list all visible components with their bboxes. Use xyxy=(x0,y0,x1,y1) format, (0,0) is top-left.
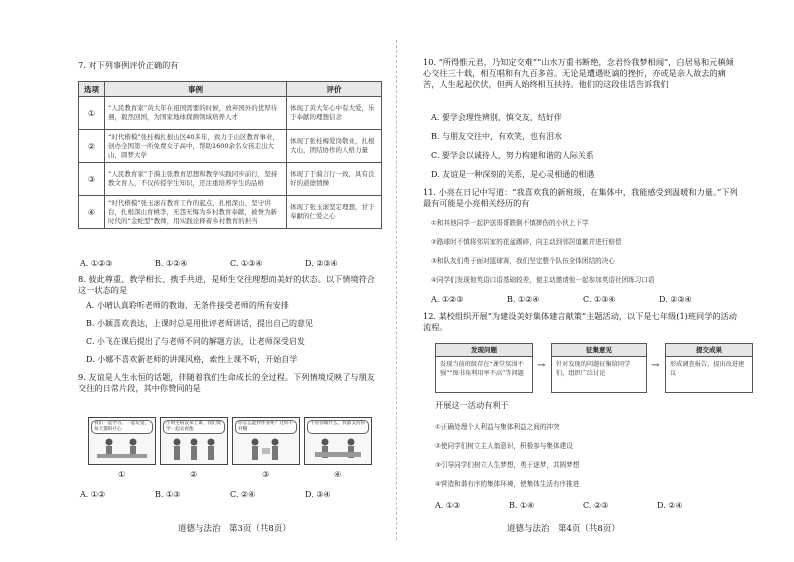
comic-bubble: 小明生病没来上课，我们放学一起去看他 xyxy=(163,420,225,434)
q12-item-2: ②使同学们树立主人翁意识，积极参与集体建设 xyxy=(435,442,573,450)
q9-option-d: D. ③④ xyxy=(305,490,331,499)
flow-step-body: 发现当前班级存在“课堂氛围不强”“图书角利用率不高”等问题 xyxy=(440,361,524,377)
figures-illustration xyxy=(305,418,371,464)
q11-stem: 11. 小亮在日记中写道：“我喜欢我的新班级，在集体中，我能感受到温暖和力量。”下列最有可能是小亮相关经历的有 xyxy=(423,187,738,208)
q8-option-b: B. 小颖喜欢表达，上课时总是用批评老师讲话，提出自己的意见 xyxy=(86,319,313,328)
flow-step-title: 发现问题 xyxy=(436,344,532,357)
q9-stem: 9. 友谊是人生永恒的话题，伴随着我们生命成长的全过程。下列情境反映了与朋友交往的日常片段，其中你赞同的是 xyxy=(78,372,375,393)
flow-step-2 xyxy=(551,343,647,393)
comic-panel-1 xyxy=(88,417,156,465)
q11-item-4: ④同学们发现他英语口语基础较差，便主动邀请他一起参加英语社团练习口语 xyxy=(431,276,655,284)
q7-option-d: D. ②③④ xyxy=(305,259,338,268)
flow-step-3 xyxy=(665,343,753,393)
comic-bubble: 我们一起学习、一起玩耍，每天都很开心 xyxy=(91,420,153,434)
q7-option-c: C. ①③④ xyxy=(230,259,263,268)
header-eval: 评价 xyxy=(287,82,382,97)
q11-option-b: B. ①②④ xyxy=(507,295,540,304)
row-case: “人民教育家”黄大年在祖国需要的时候，放弃国外的优厚待遇，毅然回国，为国家地球探测领域培养人才 xyxy=(105,97,287,130)
arrow-right-icon: → xyxy=(651,360,660,371)
flow-step-body: 针对发现的问题征集给同学们，组织广泛讨论 xyxy=(556,361,631,377)
q12-item-3: ③引导同学们树立人生梦想，勇于逐梦，共圆梦想 xyxy=(435,461,580,469)
q10-option-d: D. 友谊是一种深刻的关系，是心灵相通的相遇 xyxy=(431,170,595,179)
comic-num-1: ① xyxy=(118,470,126,479)
q7-option-b: B. ①②④ xyxy=(155,259,188,268)
header-case: 事例 xyxy=(105,82,287,97)
flow-step-title: 提交成果 xyxy=(666,344,752,357)
row-eval: 体现了张桂梅爱岗敬业，扎根大山，团结协作的人格力量 xyxy=(287,130,382,163)
row-eval: 体现了黄大年心中有大爱，乐于奉献的理想信念 xyxy=(287,97,382,130)
flow-step-title: 征集意见 xyxy=(552,344,646,357)
row-num: ④ xyxy=(79,196,105,229)
page-footer: 道德与法治 第4页（共8页） xyxy=(507,524,620,534)
q10-option-c: C. 要学会以诚待人，努力构建和谐的人际关系 xyxy=(431,151,594,160)
comic-num-4: ④ xyxy=(334,470,342,479)
q11-item-2: ②路球时不慎将邻居家的花盆踢碎，向主动到邻居道歉并进行赔偿 xyxy=(431,238,622,246)
q12-option-b: B. ①④ xyxy=(509,501,535,510)
page-footer: 道德与法治 第3页（共8页） xyxy=(178,524,291,534)
q10-option-a: A. 要学会理性辨别，慎交友，结好伴 xyxy=(431,113,562,122)
q7-stem: 7. 对下列事例评价正确的有 xyxy=(78,60,179,70)
q12-item-4: ④营造和谐有序的集体环境，使集体生活有序推进 xyxy=(435,480,580,488)
q11-item-1: ①和其他同学一起护送哥哥跌倒不慎摔伤的小伙上下学 xyxy=(431,219,589,227)
q8-option-c: C. 小飞在课后提出了与老师不同的解题方法，让老师深受启发 xyxy=(86,337,305,346)
row-case: “人民教育家”于漪主张教育思想和教学实践同步前行，坚持教文育人，不仅传授学生知识，还注重培养学生的品格 xyxy=(105,163,287,196)
q10-stem: 10. “所得惟元君，乃知定交难”“山水万重书断绝，念君怜我梦相闻”，白居易和元稹倾心交往三十载，相互唱和有九百多首。无论是遭遇贬谪的挫折，亦或是亲人故去的痛苦，人生起起伏伏，但两人始终相互扶持。他们的这段佳话告诉我们 xyxy=(423,57,734,89)
q12-lead: 开展这一活动有利于 xyxy=(435,400,509,410)
q7-option-a: A. ①②③ xyxy=(80,259,113,268)
comic-num-3: ③ xyxy=(262,470,270,479)
row-num: ② xyxy=(79,130,105,163)
row-case: “时代楷模”张玉滚在教育工作的起点，扎根深山，坚守讲台，扎根深山育桃李，无怨无悔为乡村教育奉献，被誉为新时代的“金蛇型”教师，用实践诠释着乡村教育的担当 xyxy=(105,196,287,229)
figures-illustration xyxy=(161,418,227,464)
page-4 xyxy=(397,0,794,562)
row-eval: 体现了张玉滚坚定理想，甘于奉献的仁爱之心 xyxy=(287,196,382,229)
figures-illustration xyxy=(89,418,155,464)
q12-option-c: C. ②③ xyxy=(583,501,609,510)
comic-panel-4 xyxy=(304,417,372,465)
flow-step-body: 形成调查报告，提出改进建议 xyxy=(670,361,745,377)
flow-step-1 xyxy=(435,343,533,393)
row-eval: 体现了于漪言行一致，具有良好的道德情操 xyxy=(287,163,382,196)
q9-option-c: C. ②④ xyxy=(230,490,256,499)
q8-stem: 8. 彼此尊重、教学相长、携手共进，是师生交往理想而美好的状态。以下情境符合这一状态的是 xyxy=(78,274,375,295)
row-num: ① xyxy=(79,97,105,130)
q12-option-a: A. ①③ xyxy=(435,501,461,510)
q12-stem: 12. 某校组织开展“为建设美好集体建言献策”主题活动，以下是七年级(1)班同学的活动流程。 xyxy=(423,311,737,332)
q10-option-b: B. 与朋友交往中，有欢笑，也有泪水 xyxy=(431,132,562,141)
q11-option-a: A. ①②③ xyxy=(431,295,464,304)
q8-option-d: D. 小娜不喜欢新老师的讲课风格，索性上课不听，开始自学 xyxy=(86,355,298,364)
q11-option-d: D. ②③④ xyxy=(659,295,692,304)
q9-option-b: B. ①③ xyxy=(155,490,181,499)
table-row xyxy=(79,97,382,130)
row-case: “时代楷模”张桂梅扎根山区40多年，致力于山区教育事业，创办全国第一所免费女子高中，帮助1600余名女孩走出大山，圆梦大学 xyxy=(105,130,287,163)
comic-panel-3 xyxy=(232,417,300,465)
q12-option-d: D. ②④ xyxy=(657,501,683,510)
figures-illustration xyxy=(233,418,299,464)
comic-num-2: ② xyxy=(190,470,198,479)
q12-item-1: ①正确处理个人利益与集体利益之间的冲突 xyxy=(435,423,560,431)
header-option: 选项 xyxy=(79,82,105,97)
arrow-right-icon: → xyxy=(537,360,546,371)
table-row xyxy=(79,196,382,229)
table-row xyxy=(79,163,382,196)
q8-option-a: A. 小晴认真聆听老师的教诲，无条件接受老师的所有安排 xyxy=(86,301,289,310)
comic-bubble: 不管你做什么，我都支持你 xyxy=(307,420,369,434)
comic-bubble: 你怎么能抄作业呢？这样不对哦 xyxy=(235,420,297,434)
comic-panel-2 xyxy=(160,417,228,465)
q7-table xyxy=(78,81,382,229)
table-row xyxy=(79,130,382,163)
q9-option-a: A. ①② xyxy=(80,490,106,499)
q11-option-c: C. ①③④ xyxy=(583,295,616,304)
row-num: ③ xyxy=(79,163,105,196)
q11-item-3: ③和队友们勇于面对篮球赛，我们坚定整个队伍全体团结的决心 xyxy=(431,257,615,265)
